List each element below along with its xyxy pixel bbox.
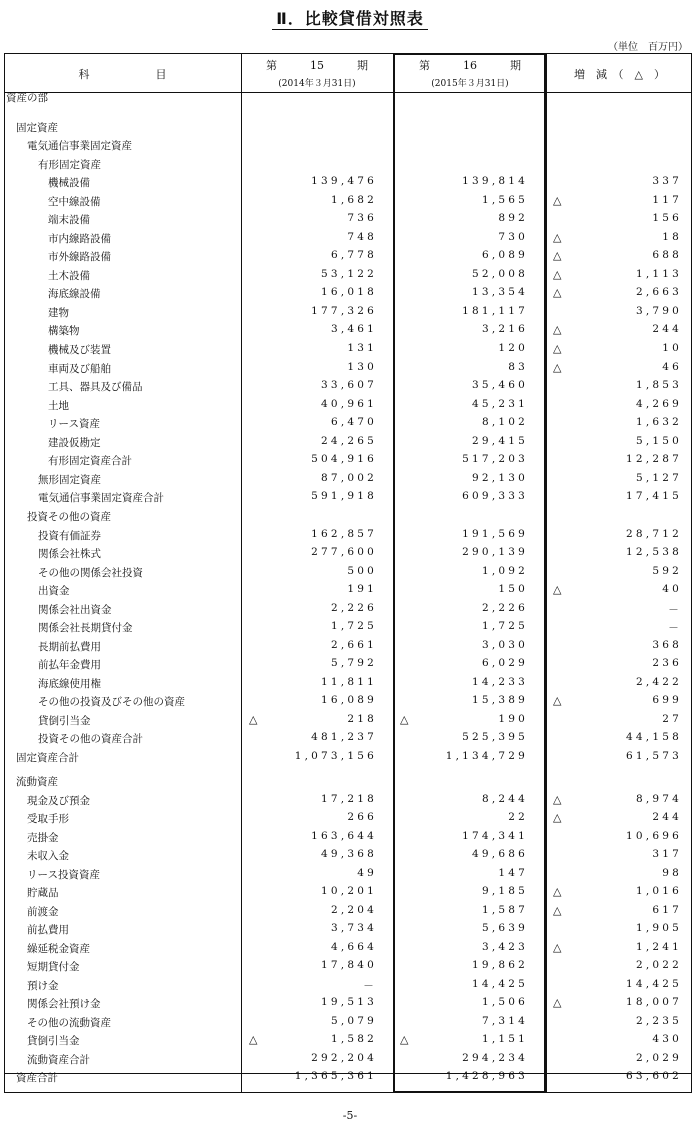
period-16-value: 1,725	[481, 620, 528, 632]
difference-value: 368	[652, 639, 682, 651]
table-row	[0, 416, 700, 434]
period-15-value: 49	[357, 867, 377, 879]
period-15-value: 177,326	[311, 305, 377, 317]
header-item: 科 目	[78, 68, 167, 81]
page-number: -5-	[342, 1109, 358, 1122]
period-15-value: 11,811	[321, 676, 377, 688]
row-label: 貸倒引当金	[27, 1035, 80, 1047]
period-16-value: 9,185	[481, 885, 528, 897]
negative-mark: △	[249, 713, 258, 726]
table-row	[0, 1033, 700, 1051]
table-row	[0, 885, 700, 903]
period-16-value: 150	[498, 583, 528, 595]
row-label: 預け金	[27, 980, 59, 992]
table-row	[0, 1015, 700, 1033]
negative-mark: △	[553, 194, 562, 207]
difference-value: 5,127	[635, 472, 682, 484]
difference-value: 4,269	[635, 398, 682, 410]
period-15-value: 292,204	[311, 1052, 377, 1064]
row-label: 資産の部	[6, 92, 48, 104]
row-label: 電気通信事業固定資産	[27, 140, 132, 152]
period-15-value: 162,857	[311, 528, 377, 540]
table-row	[0, 583, 700, 601]
period-15-value: 17,840	[321, 959, 377, 971]
period-16-value: 52,008	[472, 268, 528, 280]
period-15-value: 17,218	[321, 793, 377, 805]
difference-value: 1,113	[635, 268, 682, 280]
period-15-value: 40,961	[321, 398, 377, 410]
difference-value: 156	[652, 212, 682, 224]
period-16-value: 294,234	[462, 1052, 528, 1064]
period-16-value: 730	[498, 231, 528, 243]
period-15-value: 3,734	[330, 922, 377, 934]
period-16-value: 1,506	[481, 996, 528, 1008]
table-row	[0, 138, 700, 156]
period-16-value: 35,460	[472, 379, 528, 391]
table-row	[0, 811, 700, 829]
row-label: 機械及び装置	[48, 344, 111, 356]
row-label: 出資金	[38, 585, 70, 597]
period-16-value: 29,415	[472, 435, 528, 447]
row-label: 土木設備	[48, 270, 90, 282]
difference-value: －	[668, 622, 682, 634]
difference-value: 592	[652, 565, 682, 577]
row-label: 未収入金	[27, 850, 69, 862]
row-label: 土地	[48, 400, 69, 412]
table-row	[0, 546, 700, 564]
period-16-value: 22	[508, 811, 528, 823]
table-row	[0, 398, 700, 416]
period-16-value: 139,814	[462, 175, 528, 187]
header-period-16-date: (2015年３月31日)	[431, 79, 509, 89]
period-15-value: 591,918	[311, 490, 377, 502]
difference-value: 12,287	[626, 453, 682, 465]
table-row	[0, 1070, 700, 1088]
row-label: 関係会社出資金	[38, 604, 112, 616]
difference-value: 2,029	[635, 1052, 682, 1064]
period-16-value: 181,117	[462, 305, 528, 317]
table-row	[0, 565, 700, 583]
unit-note: （単位 百万円）	[608, 42, 688, 53]
table-row	[0, 212, 700, 230]
period-15-value: 1,073,156	[294, 750, 377, 762]
table-row	[0, 342, 700, 360]
table-row	[0, 231, 700, 249]
period-15-value: 277,600	[311, 546, 377, 558]
difference-value: 430	[652, 1033, 682, 1045]
difference-value: 117	[652, 194, 682, 206]
difference-value: 244	[652, 323, 682, 335]
difference-value: 2,663	[635, 286, 682, 298]
row-label: 関係会社預け金	[27, 998, 101, 1010]
period-16-value: 6,089	[481, 249, 528, 261]
period-16-value: 19,862	[472, 959, 528, 971]
period-15-value: 4,664	[330, 941, 377, 953]
negative-mark: △	[553, 941, 562, 954]
table-row	[0, 157, 700, 175]
negative-mark: △	[400, 713, 409, 726]
negative-mark: △	[553, 361, 562, 374]
period-16-value: 1,134,729	[445, 750, 528, 762]
negative-mark: △	[553, 583, 562, 596]
table-row	[0, 361, 700, 379]
period-15-value: 16,018	[321, 286, 377, 298]
period-15-value: 6,778	[330, 249, 377, 261]
negative-mark: △	[553, 694, 562, 707]
row-label: その他の投資及びその他の資産	[38, 696, 185, 708]
row-label: 電気通信事業固定資産合計	[38, 492, 164, 504]
row-label: リース資産	[48, 418, 100, 430]
difference-value: 18,007	[626, 996, 682, 1008]
table-row	[0, 996, 700, 1014]
period-16-value: 5,639	[481, 922, 528, 934]
difference-value: 1,632	[635, 416, 682, 428]
row-label: 投資その他の資産	[27, 511, 111, 523]
period-15-value: 191	[347, 583, 377, 595]
table-row	[0, 922, 700, 940]
period-15-value: 736	[347, 212, 377, 224]
period-15-value: 1,725	[330, 620, 377, 632]
row-label: 固定資産合計	[16, 752, 79, 764]
period-16-value: 3,423	[481, 941, 528, 953]
period-15-value: 5,792	[330, 657, 377, 669]
period-16-value: 14,233	[472, 676, 528, 688]
row-label: 空中線設備	[48, 196, 101, 208]
difference-value: 337	[652, 175, 682, 187]
table-row	[0, 194, 700, 212]
period-16-value: 290,139	[462, 546, 528, 558]
period-16-value: 49,686	[472, 848, 528, 860]
negative-mark: △	[553, 249, 562, 262]
difference-value: 2,235	[635, 1015, 682, 1027]
row-label: 貯蔵品	[27, 887, 59, 899]
difference-value: 244	[652, 811, 682, 823]
table-row	[0, 602, 700, 620]
difference-value: 2,022	[635, 959, 682, 971]
difference-value: 317	[652, 848, 682, 860]
negative-mark: △	[553, 286, 562, 299]
row-label: リース投資資産	[27, 869, 100, 881]
table-row	[0, 676, 700, 694]
period-15-value: 3,461	[330, 323, 377, 335]
period-16-value: 2,226	[481, 602, 528, 614]
header-period-16: 第 16 期	[419, 59, 521, 72]
table-row	[0, 959, 700, 977]
row-label: 流動資産合計	[27, 1054, 90, 1066]
period-15-value: 10,201	[321, 885, 377, 897]
table-row	[0, 830, 700, 848]
difference-value: 8,974	[635, 793, 682, 805]
difference-value: 17,415	[626, 490, 682, 502]
table-row	[0, 750, 700, 768]
difference-value: 1,905	[635, 922, 682, 934]
row-label: 関係会社長期貸付金	[38, 622, 133, 634]
table-row	[0, 867, 700, 885]
row-label: 海底線設備	[48, 288, 101, 300]
negative-mark: △	[553, 793, 562, 806]
difference-value: 3,790	[635, 305, 682, 317]
difference-value: 12,538	[626, 546, 682, 558]
difference-value: 27	[662, 713, 682, 725]
table-row	[0, 323, 700, 341]
period-16-value: 517,203	[462, 453, 528, 465]
period-15-value: 53,122	[321, 268, 377, 280]
row-label: 車両及び船舶	[48, 363, 111, 375]
period-16-value: 83	[508, 361, 528, 373]
period-16-value: 3,216	[481, 323, 528, 335]
table-row	[0, 620, 700, 638]
page-title: Ⅱ．比較貸借対照表	[0, 6, 700, 29]
row-label: 市外線路設備	[48, 251, 111, 263]
period-15-value: 266	[347, 811, 377, 823]
negative-mark: △	[553, 811, 562, 824]
difference-value: 14,425	[626, 978, 682, 990]
row-label: 前払年金費用	[38, 659, 101, 671]
period-16-value: 8,244	[481, 793, 528, 805]
negative-mark: △	[400, 1033, 409, 1046]
table-row	[0, 175, 700, 193]
period-15-value: 218	[347, 713, 377, 725]
period-16-value: 6,029	[481, 657, 528, 669]
table-row	[0, 793, 700, 811]
difference-value: 63,602	[626, 1070, 682, 1082]
difference-value: 1,853	[635, 379, 682, 391]
period-15-value: 481,237	[311, 731, 377, 743]
row-label: その他の流動資産	[27, 1017, 111, 1029]
period-15-value: －	[363, 980, 377, 992]
table-row	[0, 286, 700, 304]
period-16-value: 147	[498, 867, 528, 879]
table-row	[0, 435, 700, 453]
period-15-value: 2,226	[330, 602, 377, 614]
difference-value: 1,241	[635, 941, 682, 953]
difference-value: 10	[662, 342, 682, 354]
row-label: 端末設備	[48, 214, 90, 226]
row-label: 市内線路設備	[48, 233, 111, 245]
period-15-value: 130	[347, 361, 377, 373]
period-16-value: 190	[498, 713, 528, 725]
table-row	[0, 268, 700, 286]
period-16-value: 14,425	[472, 978, 528, 990]
period-15-value: 49,368	[321, 848, 377, 860]
difference-value: 61,573	[626, 750, 682, 762]
period-15-value: 33,607	[321, 379, 377, 391]
period-15-value: 16,089	[321, 694, 377, 706]
row-label: 建物	[48, 307, 69, 319]
period-15-value: 2,204	[330, 904, 377, 916]
negative-mark: △	[553, 342, 562, 355]
table-row	[0, 657, 700, 675]
period-15-value: 87,002	[321, 472, 377, 484]
negative-mark: △	[553, 268, 562, 281]
period-15-value: 2,661	[330, 639, 377, 651]
negative-mark: △	[249, 1033, 258, 1046]
period-16-value: 1,428,963	[445, 1070, 528, 1082]
negative-mark: △	[553, 885, 562, 898]
table-row	[0, 472, 700, 490]
row-label: 前払費用	[27, 924, 69, 936]
row-label: 流動資産	[16, 776, 58, 788]
period-16-value: 7,314	[481, 1015, 528, 1027]
row-label: 海底線使用権	[38, 678, 101, 690]
row-label: 投資有価証券	[38, 530, 101, 542]
table-row	[0, 904, 700, 922]
difference-value: 688	[652, 249, 682, 261]
difference-value: 46	[662, 361, 682, 373]
row-label: 貸倒引当金	[38, 715, 91, 727]
period-16-value: 525,395	[462, 731, 528, 743]
row-label: 長期前払費用	[38, 641, 101, 653]
period-16-value: 191,569	[462, 528, 528, 540]
difference-value: 44,158	[626, 731, 682, 743]
period-15-value: 163,644	[311, 830, 377, 842]
header-period-15-date: (2014年３月31日)	[278, 79, 356, 89]
row-label: 前渡金	[27, 906, 59, 918]
difference-value: 28,712	[626, 528, 682, 540]
negative-mark: △	[553, 231, 562, 244]
period-15-value: 139,476	[311, 175, 377, 187]
row-label: 構築物	[48, 325, 80, 337]
difference-value: 699	[652, 694, 682, 706]
period-16-value: 1,092	[481, 565, 528, 577]
table-row	[0, 848, 700, 866]
table-row	[0, 941, 700, 959]
difference-value: 98	[662, 867, 682, 879]
row-label: 建設仮勘定	[48, 437, 101, 449]
row-label: 工具、器具及び備品	[48, 381, 143, 393]
difference-value: 10,696	[626, 830, 682, 842]
header-difference: 増 減 （ △ ）	[574, 68, 665, 81]
table-row	[0, 713, 700, 731]
period-16-value: 120	[498, 342, 528, 354]
difference-value: 40	[662, 583, 682, 595]
table-row	[0, 528, 700, 546]
table-row	[0, 978, 700, 996]
difference-value: 236	[652, 657, 682, 669]
period-16-value: 1,565	[481, 194, 528, 206]
row-label: その他の関係会社投資	[38, 567, 143, 579]
period-15-value: 1,582	[330, 1033, 377, 1045]
row-label: 固定資産	[16, 122, 58, 134]
table-row	[0, 774, 700, 792]
difference-value: －	[668, 604, 682, 616]
table-row	[0, 249, 700, 267]
table-row	[0, 120, 700, 138]
table-row	[0, 509, 700, 527]
negative-mark: △	[553, 323, 562, 336]
difference-value: 5,150	[635, 435, 682, 447]
header-period-15: 第 15 期	[266, 59, 368, 72]
period-15-value: 131	[347, 342, 377, 354]
period-15-value: 5,079	[330, 1015, 377, 1027]
row-label: 売掛金	[27, 832, 59, 844]
period-16-value: 1,151	[481, 1033, 528, 1045]
period-16-value: 892	[498, 212, 528, 224]
period-16-value: 1,587	[481, 904, 528, 916]
period-15-value: 748	[347, 231, 377, 243]
period-16-value: 45,231	[472, 398, 528, 410]
row-label: 現金及び預金	[27, 795, 90, 807]
period-16-value: 92,130	[472, 472, 528, 484]
row-label: 機械設備	[48, 177, 90, 189]
row-label: 繰延税金資産	[27, 943, 90, 955]
period-16-value: 3,030	[481, 639, 528, 651]
table-row	[0, 305, 700, 323]
row-label: 受取手形	[27, 813, 69, 825]
period-15-value: 6,470	[330, 416, 377, 428]
row-label: 有形固定資産合計	[48, 455, 132, 467]
table-row	[0, 639, 700, 657]
period-16-value: 15,389	[472, 694, 528, 706]
table-row	[0, 379, 700, 397]
period-16-value: 13,354	[472, 286, 528, 298]
period-15-value: 1,682	[330, 194, 377, 206]
period-15-value: 504,916	[311, 453, 377, 465]
table-row	[0, 1052, 700, 1070]
period-15-value: 500	[347, 565, 377, 577]
difference-value: 617	[652, 904, 682, 916]
difference-value: 2,422	[635, 676, 682, 688]
period-16-value: 8,102	[481, 416, 528, 428]
period-15-value: 19,513	[321, 996, 377, 1008]
table-row	[0, 490, 700, 508]
row-label: 有形固定資産	[38, 159, 101, 171]
period-15-value: 24,265	[321, 435, 377, 447]
negative-mark: △	[553, 996, 562, 1009]
row-label: 資産合計	[16, 1072, 58, 1084]
negative-mark: △	[553, 904, 562, 917]
period-15-value: 1,365,361	[294, 1070, 377, 1082]
row-label: 短期貸付金	[27, 961, 80, 973]
table-row	[0, 453, 700, 471]
row-label: 投資その他の資産合計	[38, 733, 143, 745]
difference-value: 1,016	[635, 885, 682, 897]
table-row	[0, 694, 700, 712]
row-label: 関係会社株式	[38, 548, 101, 560]
period-16-value: 174,341	[462, 830, 528, 842]
table-row	[0, 731, 700, 749]
table-row	[0, 90, 700, 108]
row-label: 無形固定資産	[38, 474, 101, 486]
difference-value: 18	[662, 231, 682, 243]
period-16-value: 609,333	[462, 490, 528, 502]
